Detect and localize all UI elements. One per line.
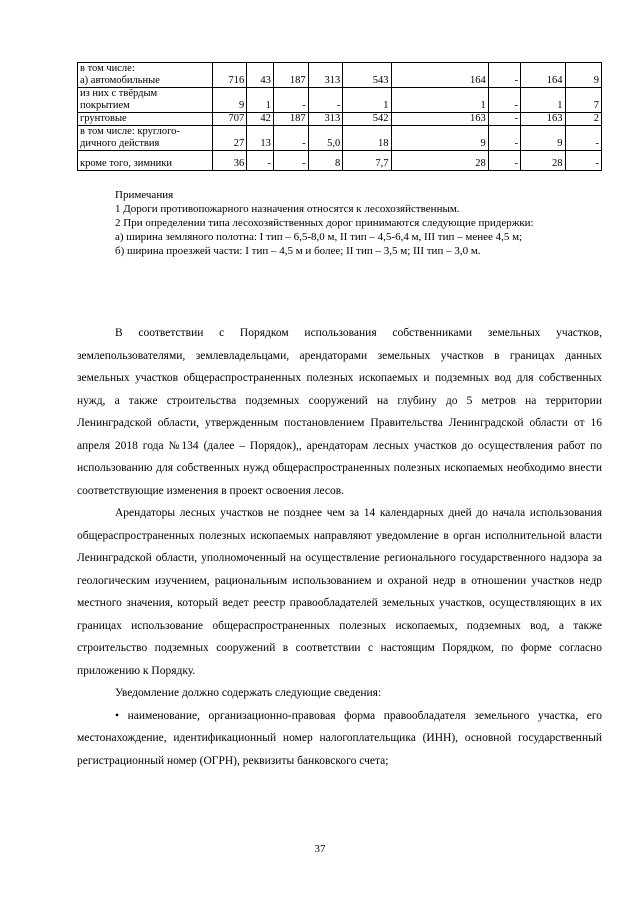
table-cell: 36: [212, 151, 247, 171]
table-cell: -: [488, 88, 520, 113]
table-cell: 18: [343, 126, 391, 151]
table-cell: -: [488, 126, 520, 151]
table-cell: 2: [565, 113, 601, 126]
table-cell: 163: [391, 113, 488, 126]
paragraph-1: В соответствии с Порядком использования собственниками земельных участков, землепользователями, землевладельцами, арендаторами земельных участков в границах данных земельных участков общераспространенных полезных ископаемых и подземных вод для собственных нужд, а также строительства подземных сооружений на глубину до 5 метров на территории Ленинградской области, утвержденным постановлением Правительства Ленинградской области от 16 апреля 2018 года №134 (далее – Порядок),, арендаторам лесных участков до осуществления работ по использованию для собственных нужд общераспространенных полезных ископаемых необходимо внести соответствующие изменения в проект освоения лесов.: [77, 327, 602, 497]
page-number: 37: [314, 843, 326, 855]
table-cell: 7,7: [343, 151, 391, 171]
table-cell: 716: [212, 63, 247, 88]
table-cell: -: [273, 88, 308, 113]
table-row: [78, 126, 602, 151]
table-cell: 543: [343, 63, 391, 88]
table-cell: 542: [343, 113, 391, 126]
row-label: кроме того, зимники: [78, 151, 213, 171]
table-cell: 7: [565, 88, 601, 113]
table-cell: -: [308, 88, 343, 113]
table-cell: 164: [391, 63, 488, 88]
bullet-text: наименование, организационно-правовая форма правообладателя земельного участка, его местонахождение, идентификационный номер налогоплательщика (ИНН), основной государственный регистрационный номер (ОГРН), реквизиты банковского счета;: [77, 709, 602, 767]
table-cell: 42: [247, 113, 274, 126]
roads-table: [77, 62, 602, 171]
bullet-item: [77, 705, 602, 773]
table-cell: 313: [308, 113, 343, 126]
row-label: грунтовые: [78, 113, 213, 126]
table-cell: -: [565, 126, 601, 151]
table-cell: 163: [521, 113, 565, 126]
paragraph-2: Арендаторы лесных участков не позднее чем за 14 календарных дней до начала использования общераспространенных полезных ископаемых направляют уведомление в орган исполнительной власти Ленинградской области, уполномоченный на осуществление регионального государственного надзора за геологическим изучением, рациональным использованием и охраной недр в отношении участков недр местного значения, который ведет реестр правообладателей земельных участков, осуществляющих в их границах использование общераспространенных полезных ископаемых, подземных вод, а также строительство подземных сооружений в соответствии с настоящим Порядком, по форме согласно приложению к Порядку.: [77, 507, 602, 677]
table-row: [78, 63, 602, 88]
paragraph-3: Уведомление должно содержать следующие сведения:: [115, 687, 382, 699]
table-cell: 9: [565, 63, 601, 88]
table-cell: 9: [391, 126, 488, 151]
table-cell: -: [488, 113, 520, 126]
row-label: в том числе: а) автомобильные: [78, 63, 213, 88]
table-cell: -: [273, 126, 308, 151]
table-cell: -: [565, 151, 601, 171]
table-cell: 187: [273, 63, 308, 88]
body-text: [77, 322, 602, 772]
table-cell: 28: [391, 151, 488, 171]
table-cell: 1: [343, 88, 391, 113]
table-cell: 27: [212, 126, 247, 151]
table-row: [78, 88, 602, 113]
table-cell: 1: [521, 88, 565, 113]
row-label: из них с твёрдым покрытием: [78, 88, 213, 113]
table-cell: 1: [247, 88, 274, 113]
table-cell: -: [488, 63, 520, 88]
table-row: [78, 151, 602, 171]
table-cell: 313: [308, 63, 343, 88]
table-notes: [77, 188, 602, 258]
table-cell: 8: [308, 151, 343, 171]
table-cell: 9: [212, 88, 247, 113]
table-cell: -: [247, 151, 274, 171]
table-cell: 13: [247, 126, 274, 151]
notes-heading: Примечания: [115, 189, 174, 201]
bullet-mark: •: [115, 709, 120, 722]
table-cell: -: [273, 151, 308, 171]
note-1: 1 Дороги противопожарного назначения относятся к лесохозяйственным.: [115, 203, 460, 215]
row-label: в том числе: круглого- дичного действия: [78, 126, 213, 151]
table-row: [78, 113, 602, 126]
note-2a: а) ширина земляного полотна: I тип – 6,5-8,0 м, II тип – 4,5-6,4 м, III тип – менее 4,5 м;: [115, 231, 523, 243]
table-cell: 28: [521, 151, 565, 171]
table-cell: 187: [273, 113, 308, 126]
table-cell: 707: [212, 113, 247, 126]
note-2: 2 При определении типа лесохозяйственных дорог принимаются следующие придержки:: [115, 217, 534, 229]
table-cell: 164: [521, 63, 565, 88]
note-2b: б) ширина проезжей части: I тип – 4,5 м и более; II тип – 3,5 м; III тип – 3,0 м.: [115, 245, 481, 257]
table-cell: 9: [521, 126, 565, 151]
table-cell: 43: [247, 63, 274, 88]
table-cell: -: [488, 151, 520, 171]
table-cell: 5,0: [308, 126, 343, 151]
table-cell: 1: [391, 88, 488, 113]
